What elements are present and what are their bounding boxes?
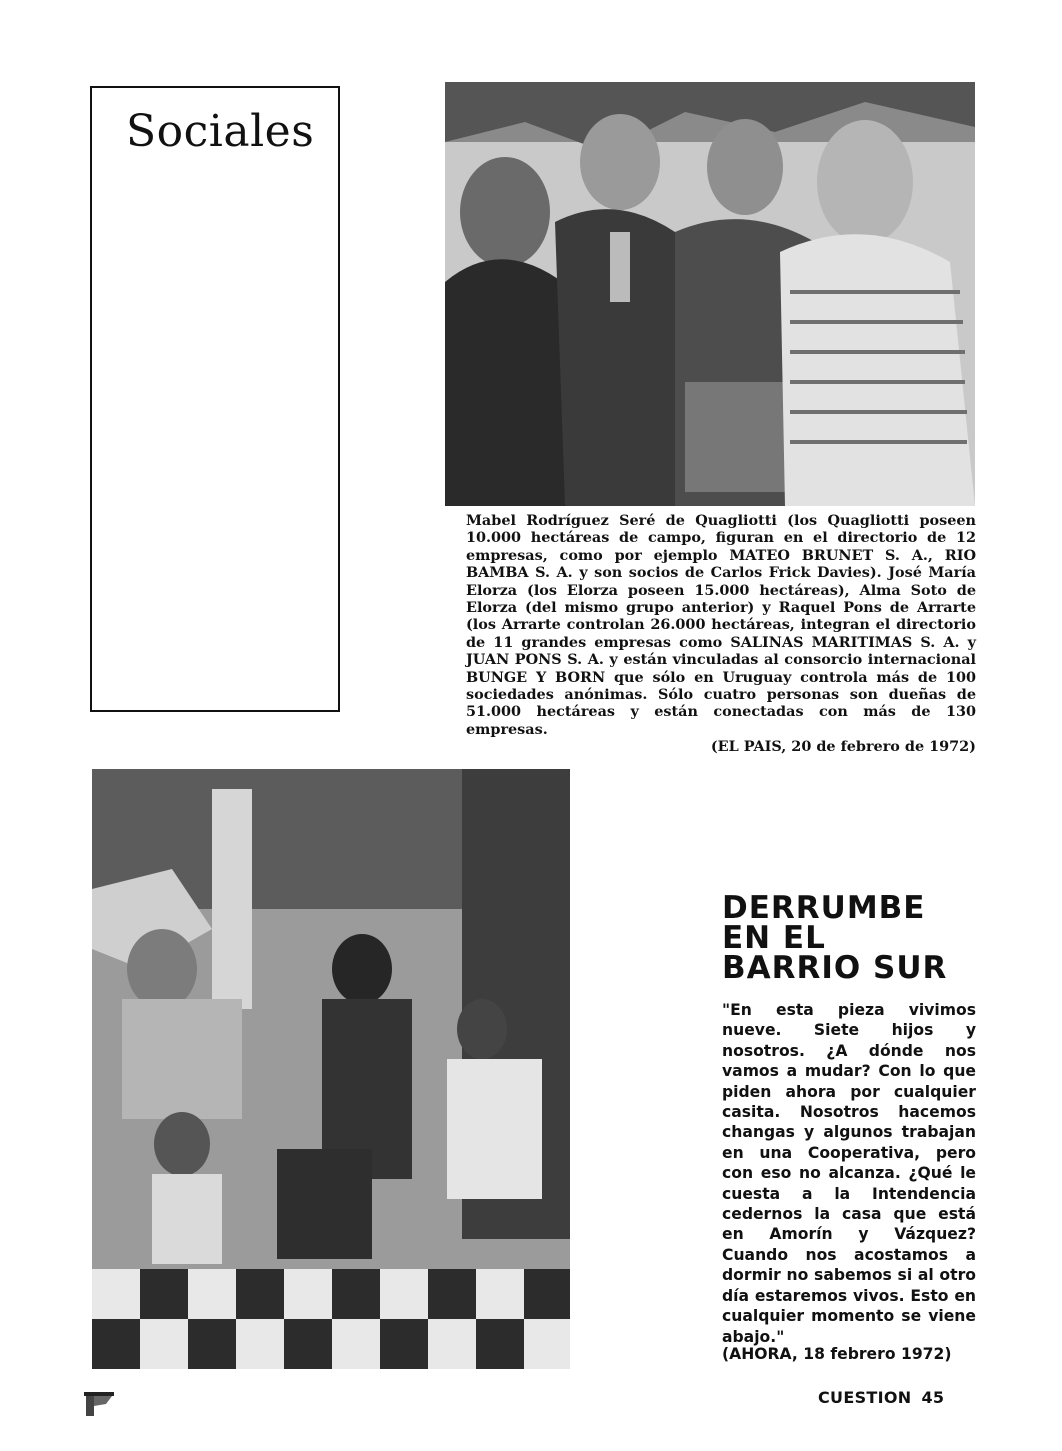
section-title: Sociales <box>126 106 315 157</box>
article-quote: "En esta pieza vivimos nueve. Siete hijos y nosotros. ¿A dónde nos vamos a mudar? Con lo que piden ahora por cualquier casita. Nosotros hacemos changas y algunos trabajan en una Cooperativa, pero con eso no alcanza. ¿Qué le cuesta a la Intendencia cedernos la casa que está en Amorín y Vázquez? Cuando nos acostamos a dormir no sabemos si al otro día estaremos vivos. Esto en cualquier momento se viene abajo." <box>722 1001 976 1346</box>
page-footer <box>818 1388 944 1407</box>
sociales-box <box>90 86 340 712</box>
publication-name: CUESTION <box>818 1388 912 1407</box>
quote-source: (AHORA, 18 febrero 1972) <box>722 1345 952 1363</box>
caption-source: (EL PAIS, 20 de febrero de 1972) <box>710 738 976 755</box>
headline-line-3: BARRIO SUR <box>722 950 948 986</box>
barrio-sur-photo <box>92 769 570 1369</box>
headline-line-1: DERRUMBE <box>722 890 926 926</box>
corner-mark-icon <box>84 1392 114 1416</box>
headline-line-2: EN EL <box>722 920 826 956</box>
society-photo <box>445 82 975 506</box>
page-number: 45 <box>921 1388 945 1407</box>
article-headline <box>722 890 952 986</box>
photo-caption: Mabel Rodríguez Seré de Quagliotti (los Quagliotti poseen 10.000 hectáreas de campo, figuran en el directorio de 12 empresas, como por ejemplo MATEO BRUNET S. A., RIO BAMBA S. A. y son socios de Carlos Frick Davies). José María Elorza (los Elorza poseen 15.000 hectáreas), Alma Soto de Elorza (del mismo grupo anterior) y Raquel Pons de Arrarte (los Arrarte controlan 26.000 hectáreas, integran el directorio de 11 grandes empresas como SALINAS MARITIMAS S. A. y JUAN PONS S. A. y están vinculadas al consorcio internacional BUNGE Y BORN que sólo en Uruguay controla más de 100 sociedades anónimas. Sólo cuatro personas son dueñas de 51.000 hectáreas y están conectadas con más de 130 empresas. <box>466 512 976 738</box>
